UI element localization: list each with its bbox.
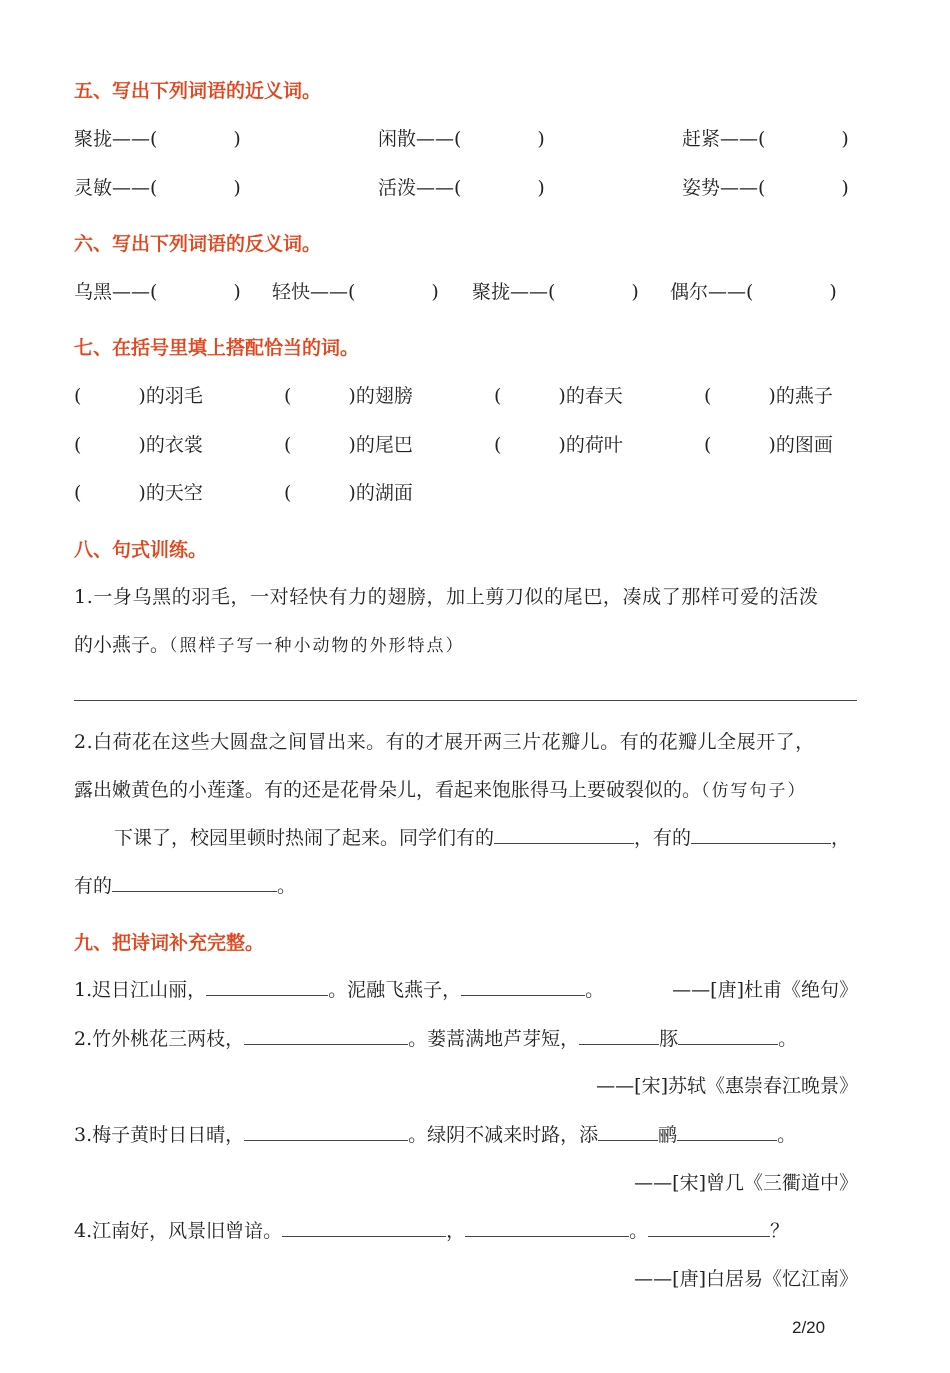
q2-text: 2.白荷花在这些大圆盘之间冒出来。有的才展开两三片花瓣儿。有的花瓣儿全展开了， <box>74 731 815 753</box>
antonym-item: 轻快——( ) <box>272 281 439 303</box>
poem-3: 3.梅子黄时日日晴， 。绿阴不减来时路，添 鹂 。 <box>74 1124 797 1146</box>
collocation-item: ( )的尾巴 <box>284 434 413 456</box>
section-8-title: 八、句式训练。 <box>74 539 208 561</box>
collocation-item: ( )的湖面 <box>284 482 413 504</box>
q1-text-cont: 的小燕子。（照样子写一种小动物的外形特点） <box>74 634 465 656</box>
poem-4: 4.江南好，风景旧曾谙。 ， 。 ？ <box>74 1220 790 1242</box>
antonym-item: 聚拢——( ) <box>472 281 639 303</box>
section-5-title: 五、写出下列词语的近义词。 <box>74 80 322 102</box>
q2-prompt: 下课了，校园里顿时热闹了起来。同学们有的 ，有的 ， <box>114 827 851 849</box>
antonym-item: 偶尔——( ) <box>670 281 837 303</box>
page-number: 2/20 <box>792 1318 826 1337</box>
poem-4-blank-1[interactable] <box>282 1218 446 1237</box>
poem-4-blank-3[interactable] <box>648 1218 770 1237</box>
synonym-item: 灵敏——( ) <box>74 177 241 199</box>
synonym-item: 赶紧——( ) <box>682 128 849 150</box>
q2-prompt-cont: 有的 。 <box>74 875 297 897</box>
q1-answer-line[interactable] <box>74 700 857 701</box>
section-9-title: 九、把诗词补充完整。 <box>74 932 265 954</box>
poem-1-blank-1[interactable] <box>206 977 328 996</box>
collocation-item: ( )的荷叶 <box>494 434 623 456</box>
poem-2-blank-1[interactable] <box>244 1026 408 1045</box>
collocation-item: ( )的衣裳 <box>74 434 203 456</box>
collocation-item: ( )的春天 <box>494 385 623 407</box>
poem-1: 1.迟日江山丽， 。泥融飞燕子， 。 <box>74 979 605 1001</box>
poem-2-blank-2[interactable] <box>579 1026 659 1045</box>
section-7-title: 七、在括号里填上搭配恰当的词。 <box>74 337 360 359</box>
collocation-item: ( )的翅膀 <box>284 385 413 407</box>
q2-blank-1[interactable] <box>494 825 634 844</box>
q1-text: 1.一身乌黑的羽毛，一对轻快有力的翅膀，加上剪刀似的尾巴，凑成了那样可爱的活泼 <box>74 586 819 608</box>
poem-2: 2.竹外桃花三两枝， 。蒌蒿满地芦芽短， 豚 。 <box>74 1028 798 1050</box>
collocation-item: ( )的天空 <box>74 482 203 504</box>
poem-3-blank-1[interactable] <box>244 1122 408 1141</box>
q2-text-cont: 露出嫩黄色的小莲蓬。有的还是花骨朵儿，看起来饱胀得马上要破裂似的。（仿写句子） <box>74 779 807 801</box>
poem-4-blank-2[interactable] <box>465 1218 629 1237</box>
poem-4-source: ——[唐]白居易《忆江南》 <box>634 1268 858 1290</box>
synonym-item: 活泼——( ) <box>378 177 545 199</box>
synonym-item: 聚拢——( ) <box>74 128 241 150</box>
antonym-item: 乌黑——( ) <box>74 281 241 303</box>
section-6-title: 六、写出下列词语的反义词。 <box>74 233 322 255</box>
synonym-item: 闲散——( ) <box>378 128 545 150</box>
poem-2-source: ——[宋]苏轼《惠崇春江晚景》 <box>596 1075 858 1097</box>
q2-blank-2[interactable] <box>691 825 831 844</box>
q2-blank-3[interactable] <box>112 873 277 892</box>
poem-1-source: ——[唐]杜甫《绝句》 <box>672 979 858 1001</box>
poem-1-blank-2[interactable] <box>461 977 585 996</box>
poem-3-blank-2[interactable] <box>598 1122 658 1141</box>
collocation-item: ( )的羽毛 <box>74 385 203 407</box>
collocation-item: ( )的燕子 <box>704 385 833 407</box>
synonym-item: 姿势——( ) <box>682 177 849 199</box>
poem-3-blank-3[interactable] <box>677 1122 777 1141</box>
collocation-item: ( )的图画 <box>704 434 833 456</box>
poem-2-blank-3[interactable] <box>678 1026 778 1045</box>
poem-3-source: ——[宋]曾几《三衢道中》 <box>634 1172 858 1194</box>
